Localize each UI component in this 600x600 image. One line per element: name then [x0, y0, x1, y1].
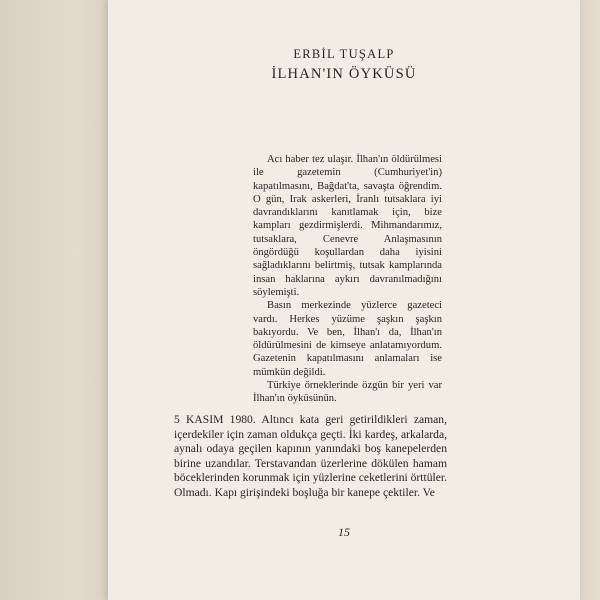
facing-page-edge — [0, 0, 108, 600]
epigraph-paragraph: Basın merkezinde yüzlerce gazeteci vardı. Herkes yüzüme şaşkın şaşkın bakıyordu. Ve ben, İlhan'ı da, İlhan'ın öldürülmesini de kimseye anlatamıyordum. Gazetenin kapatılmasını anlamaları ise mümkün değildi. — [253, 300, 442, 378]
body-text — [174, 413, 447, 501]
page-edge-right — [580, 0, 600, 600]
page-number: 15 — [338, 525, 350, 539]
author-name: ERBİL TUŞALP — [293, 47, 395, 61]
epigraph — [253, 153, 442, 406]
epigraph-paragraph: Türkiye örneklerinde özgün bir yeri var İlhan'ın öyküsünün. — [253, 380, 442, 405]
chapter-title: İLHAN'IN ÖYKÜSÜ — [271, 66, 417, 82]
epigraph-paragraph: Acı haber tez ulaşır. İlhan'ın öldürülmesi ile gazetemin (Cumhuriyet'in) kapatılmasını, Bağdat'ta, savaşta öğrendim. O gün, Irak askerleri, İranlı tutsaklara iyi davrandıklarını kanıtlamak için, bize kampları gezdirmişlerdi. Mihmandarımız, tutsaklara, Cenevre Anlaşmasının öngördüğü koşullardan daha iyisini sağladıklarını belirtmiş, tutsak kamplarında insan haklarına aykırı davranılmadığını söylemişti. — [253, 154, 442, 298]
body-paragraph: 5 KASIM 1980. Altıncı kata geri getirildikleri zaman, içerdekiler için zaman oldukça geçti. İki kardeş, arkalarda, aynalı odaya geçilen kapının yanındaki boş kanepelerden birine uzandılar. Terstavandan üzerlerine dökülen hamam böceklerinden korunmak için yüzlerine ceketlerini örttüler. Olmadı. Kapı girişindeki boşluğa bir kanepe çektiler. Ve — [174, 413, 447, 499]
